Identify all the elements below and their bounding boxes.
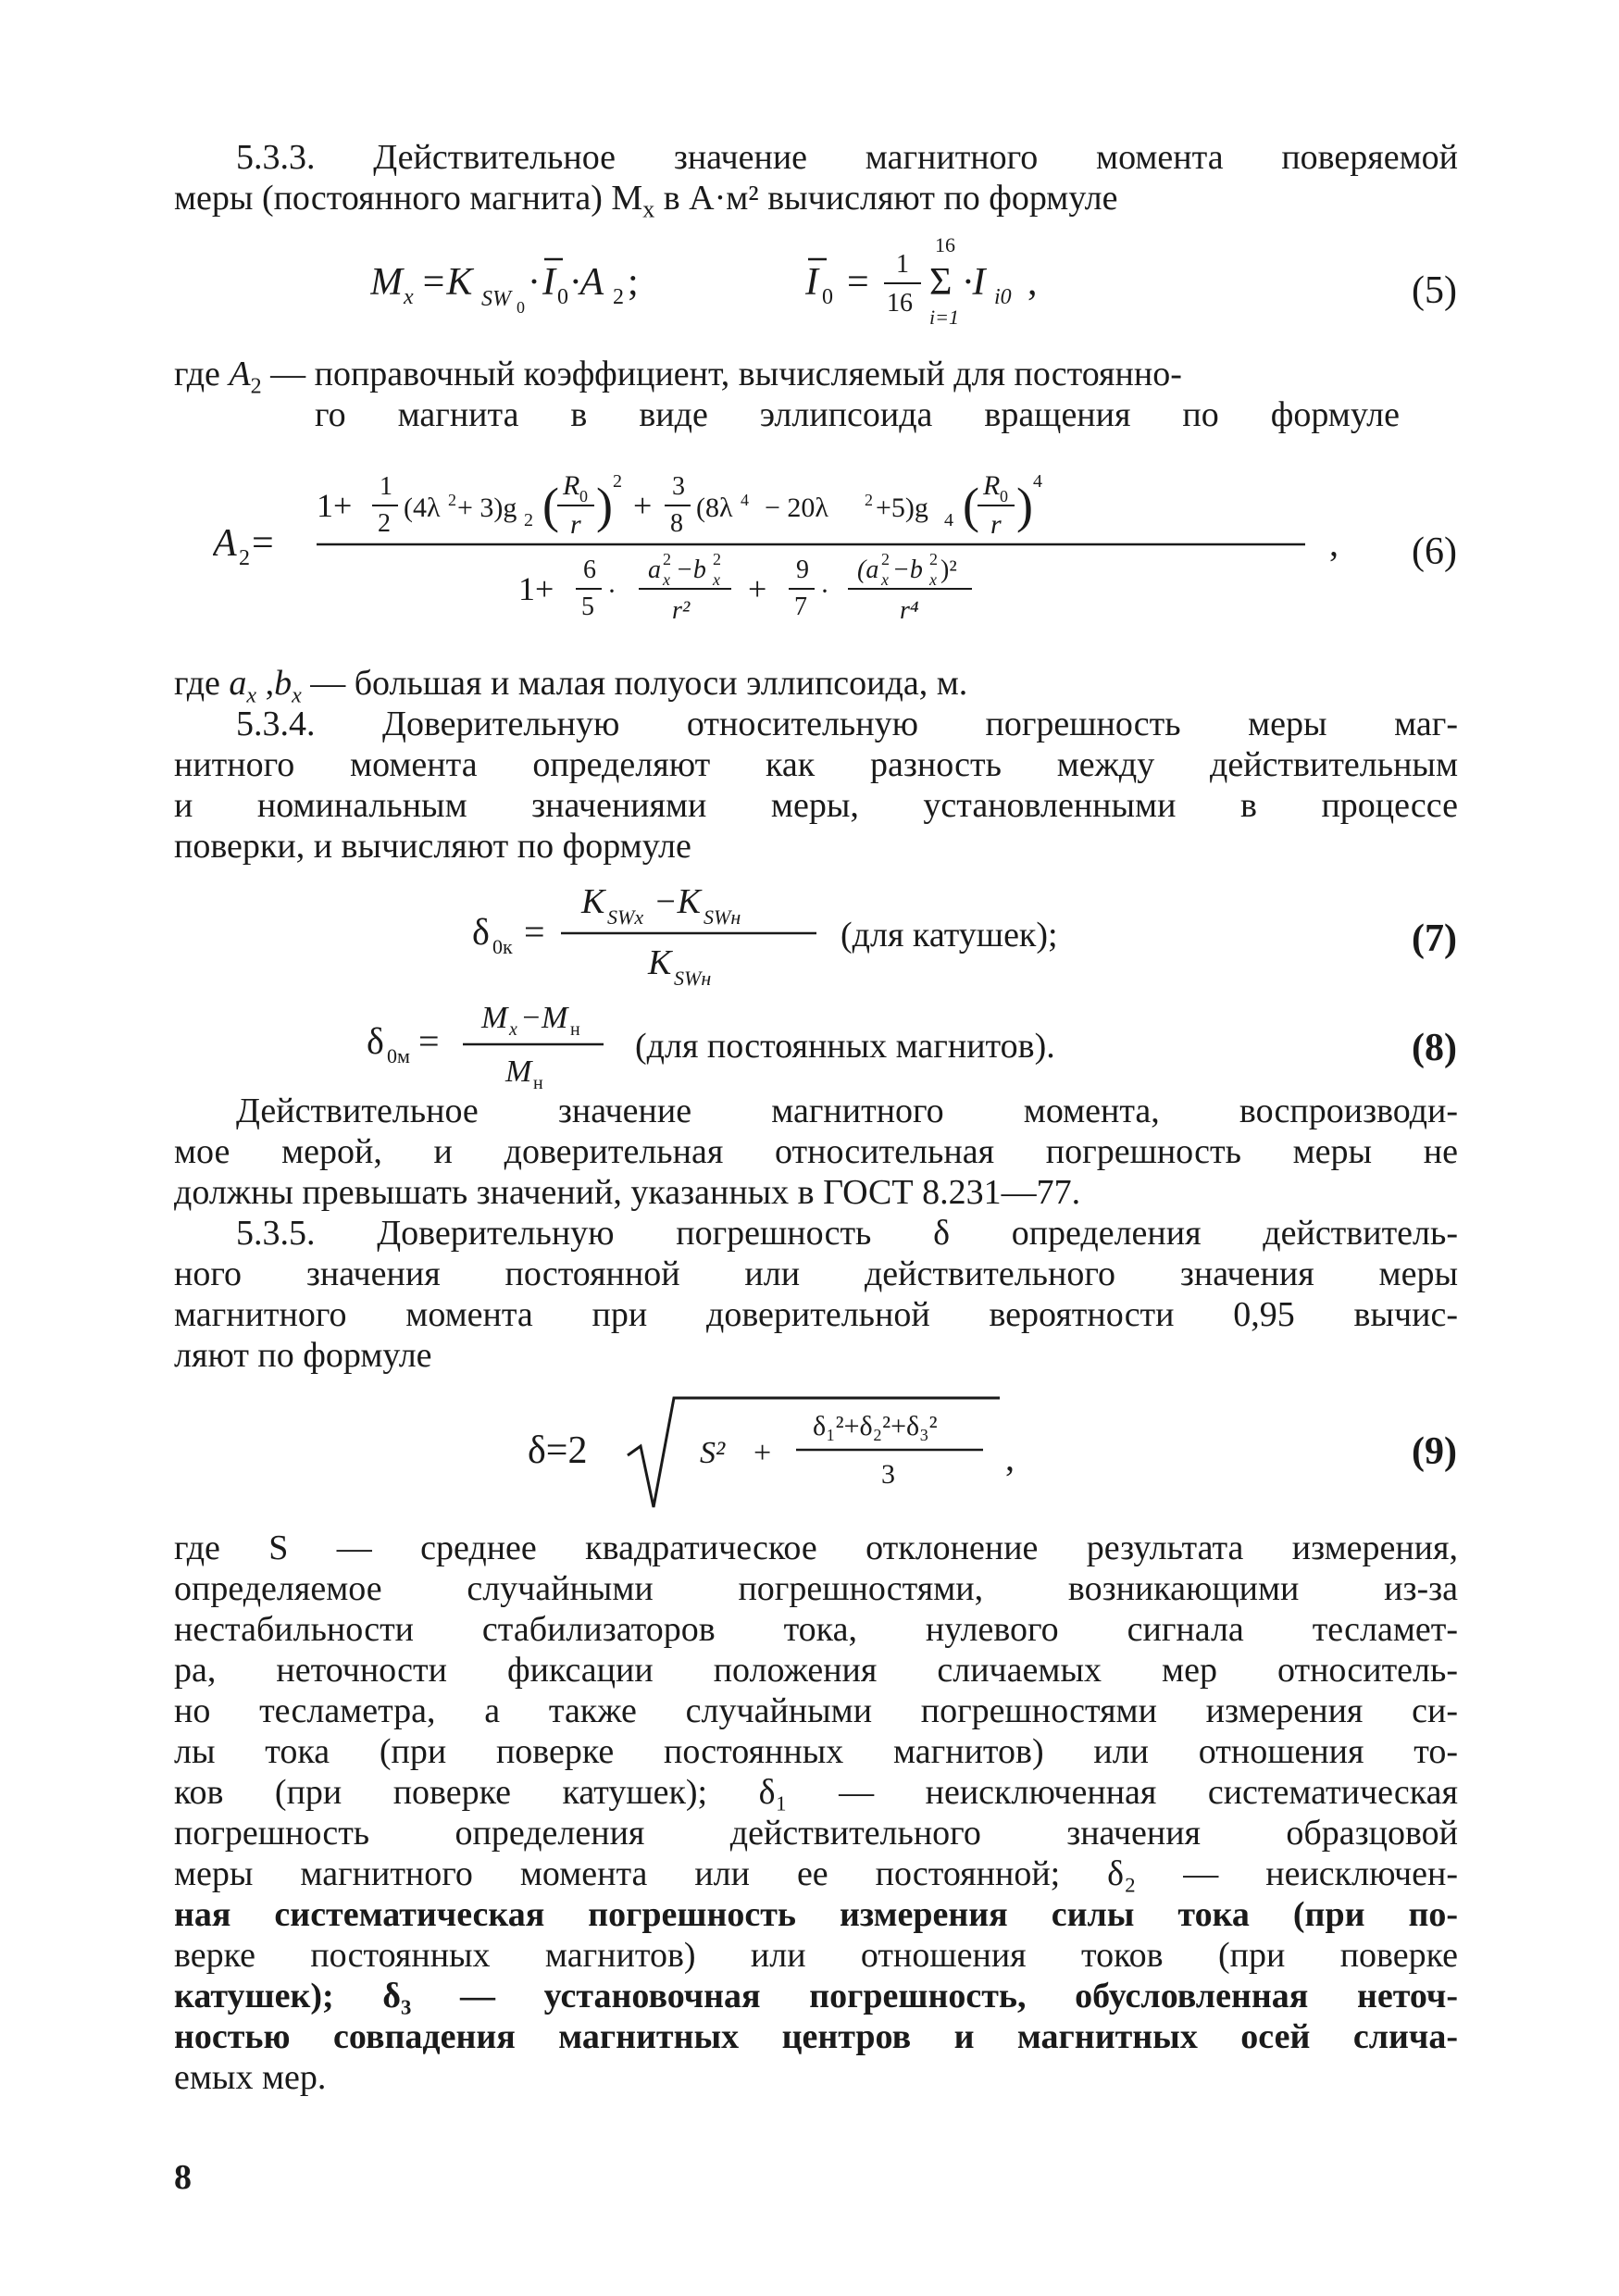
- svg-text:M: M: [505, 1054, 532, 1089]
- svg-text:1+: 1+: [518, 570, 554, 607]
- svg-text:K: K: [581, 882, 605, 921]
- svg-text:1: 1: [896, 250, 909, 279]
- svg-text:SWн: SWн: [674, 967, 712, 990]
- svg-text:I: I: [805, 261, 818, 304]
- svg-text:·: ·: [528, 261, 541, 304]
- paragraph-where-line-4: ра, неточности фиксации положения сличаемых мер относитель-: [174, 1651, 1458, 1690]
- svg-text:A: A: [213, 522, 237, 565]
- svg-text:i0: i0: [994, 285, 1012, 309]
- svg-text:x: x: [663, 570, 670, 589]
- where-ax-bx-line: где $a_x$ $,b_x$ — большая и малая полуоси эллипсоида, м.: [174, 664, 968, 708]
- svg-text:6: 6: [583, 555, 596, 584]
- svg-text:4: 4: [944, 510, 953, 530]
- paragraph-5-3-5-line-3: магнитного момента при доверительной вероятности 0,95 вычис-: [174, 1295, 1458, 1334]
- svg-text:(8λ: (8λ: [696, 493, 733, 523]
- paragraph-5-3-4-line-2: нитного момента определяют как разность между действительным: [174, 745, 1458, 784]
- formula-6: [213, 452, 1389, 646]
- svg-text:0: 0: [822, 285, 833, 309]
- where-a2-line-2: го магнита в виде эллипсоида вращения по формуле: [315, 395, 1400, 434]
- svg-text:=K: =K: [420, 261, 473, 304]
- paragraph-where-line-12: катушек); δ₃ — установочная погрешность, обусловленная неточ-: [174, 1977, 1458, 2015]
- svg-text:R: R: [983, 470, 1001, 501]
- svg-text:−M: −M: [520, 1001, 568, 1035]
- paragraph-where-line-9: меры магнитного момента или ее постоянной; δ₂ — неисключен-: [174, 1854, 1458, 1893]
- paragraph-after-8-line-3: должны превышать значений, указанных в ГОСТ 8.231—77.: [174, 1173, 1081, 1212]
- svg-text:(для катушек);: (для катушек);: [841, 916, 1058, 955]
- svg-text:SWx: SWx: [607, 905, 644, 929]
- svg-text:δ₁²+δ₂²+δ₃²: δ₁²+δ₂²+δ₃²: [813, 1411, 938, 1441]
- paragraph-5-3-3-line-1: 5.3.3. Действительное значение магнитного момента поверяемой: [236, 138, 1458, 177]
- svg-text:(: (: [542, 478, 559, 533]
- svg-text:=: =: [524, 911, 545, 953]
- svg-text:7: 7: [794, 593, 807, 621]
- svg-text:(4λ: (4λ: [404, 493, 441, 523]
- paragraph-where-line-11: верке постоянных магнитов) или отношения токов (при поверке: [174, 1936, 1458, 1975]
- svg-text:SW: SW: [481, 287, 511, 311]
- svg-text:1+: 1+: [317, 487, 353, 524]
- svg-text:+: +: [753, 1436, 772, 1470]
- svg-text:3: 3: [672, 472, 685, 501]
- svg-text:=: =: [252, 522, 274, 565]
- svg-text:−K: −K: [654, 882, 701, 921]
- svg-text:−b: −b: [892, 555, 923, 584]
- svg-text:a: a: [648, 555, 661, 584]
- svg-text:16: 16: [887, 289, 913, 318]
- svg-text:5: 5: [581, 593, 594, 621]
- formula-5-number: (5): [1412, 269, 1457, 312]
- svg-text:·A: ·A: [570, 261, 604, 304]
- svg-text:·: ·: [607, 576, 616, 606]
- svg-text:н: н: [533, 1073, 543, 1093]
- paragraph-5-3-4-line-3: и номинальным значениями меры, установленными в процессе: [174, 786, 1458, 825]
- svg-text:r: r: [570, 509, 581, 540]
- svg-text:3: 3: [881, 1459, 895, 1490]
- svg-text:δ: δ: [367, 1020, 384, 1062]
- svg-text:−b: −b: [676, 555, 706, 584]
- svg-text:н: н: [570, 1019, 580, 1040]
- svg-text:)²: )²: [940, 555, 957, 584]
- svg-text:i=1: i=1: [929, 306, 959, 329]
- paragraph-where-line-5: но тесламетра, а также случайными погрешностями измерения си-: [174, 1691, 1458, 1730]
- svg-text:− 20λ: − 20λ: [765, 493, 828, 523]
- svg-text:+: +: [633, 487, 653, 524]
- svg-text:=: =: [418, 1020, 440, 1062]
- formula-9: [518, 1379, 1074, 1518]
- svg-text:0: 0: [579, 487, 588, 505]
- paragraph-after-8-line-1: Действительное значение магнитного момента, воспроизводи-: [236, 1092, 1458, 1130]
- svg-text:+5)g: +5)g: [876, 493, 928, 523]
- svg-text:,: ,: [1027, 261, 1038, 304]
- paragraph-5-3-4-line-1: 5.3.4. Доверительную относительную погрешность меры маг-: [236, 705, 1458, 743]
- page-number: 8: [174, 2158, 192, 2197]
- paragraph-5-3-5-line-1: 5.3.5. Доверительную погрешность δ определения действитель-: [236, 1214, 1458, 1253]
- svg-text:·: ·: [820, 576, 829, 606]
- paragraph-5-3-5-line-4: ляют по формуле: [174, 1336, 432, 1375]
- svg-text:S²: S²: [700, 1436, 726, 1470]
- svg-text:2: 2: [613, 285, 624, 309]
- svg-text:2: 2: [929, 550, 938, 568]
- svg-text:x: x: [404, 285, 414, 309]
- formula-7: [463, 870, 1222, 1000]
- paragraph-where-line-14: емых мер.: [174, 2058, 327, 2097]
- svg-text:2: 2: [239, 546, 250, 570]
- paragraph-where-line-10: ная систематическая погрешность измерения силы тока (при по-: [174, 1895, 1458, 1934]
- svg-text:0м: 0м: [387, 1044, 410, 1067]
- svg-text:2: 2: [663, 550, 671, 568]
- svg-text:,: ,: [1329, 522, 1339, 564]
- svg-text:SWн: SWн: [704, 905, 741, 929]
- svg-text:=: =: [847, 261, 869, 304]
- formula-9-number: (9): [1412, 1430, 1457, 1473]
- paragraph-where-line-3: нестабильности стабилизаторов тока, нулевого сигнала тесламет-: [174, 1610, 1458, 1649]
- svg-text:x: x: [713, 570, 720, 589]
- formula-6-number: (6): [1412, 530, 1457, 573]
- paragraph-where-line-13: ностью совпадения магнитных центров и магнитных осей слича-: [174, 2017, 1458, 2056]
- paragraph-5-3-5-line-2: ного значения постоянной или действительного значения меры: [174, 1254, 1458, 1293]
- svg-text:+: +: [748, 570, 767, 607]
- svg-text:(: (: [963, 478, 979, 533]
- svg-text:4: 4: [741, 491, 749, 509]
- paragraph-5-3-3-line-2: меры (постоянного магнита) $M_x$ в А·м² вычисляют по формуле: [174, 179, 1118, 223]
- svg-text:r²: r²: [672, 596, 691, 625]
- svg-text:R: R: [563, 470, 580, 501]
- svg-text:Σ: Σ: [929, 261, 953, 304]
- paragraph-where-line-8: погрешность определения действительного значения образцовой: [174, 1814, 1458, 1853]
- svg-text:(для постоянных магнитов).: (для постоянных магнитов).: [635, 1027, 1055, 1066]
- svg-text:I: I: [542, 261, 555, 304]
- formula-7-number: (7): [1412, 917, 1457, 960]
- svg-text:2: 2: [448, 491, 456, 509]
- svg-text:r: r: [990, 509, 1002, 540]
- svg-text:(a: (a: [857, 555, 879, 584]
- svg-text:8: 8: [670, 509, 683, 538]
- paragraph-where-line-6: лы тока (при поверке постоянных магнитов) или отношения то-: [174, 1732, 1458, 1771]
- svg-text:0: 0: [1000, 487, 1008, 505]
- svg-text:0к: 0к: [492, 935, 513, 958]
- paragraph-5-3-4-line-4: поверки, и вычисляют по формуле: [174, 827, 691, 866]
- svg-text:16: 16: [935, 233, 955, 256]
- svg-text:): ): [596, 478, 613, 533]
- formula-8-number: (8): [1412, 1027, 1457, 1069]
- svg-text:·I: ·I: [963, 261, 986, 304]
- svg-text:2: 2: [524, 510, 533, 530]
- where-a2-line-1: где $A_2$ — поправочный коэффициент, вычисляемый для постоянно-: [174, 355, 1182, 399]
- svg-text:2: 2: [378, 509, 391, 538]
- svg-text:;: ;: [628, 261, 639, 304]
- formula-5: [370, 231, 1481, 333]
- svg-text:x: x: [509, 1019, 517, 1040]
- svg-text:δ: δ: [472, 911, 490, 953]
- svg-text:δ=2: δ=2: [528, 1429, 588, 1472]
- paragraph-where-line-7: ков (при поверке катушек); δ₁ — неисключенная систематическая: [174, 1773, 1458, 1812]
- svg-text:x: x: [881, 570, 889, 589]
- svg-text:,: ,: [1005, 1437, 1015, 1479]
- paragraph-after-8-line-2: мое мерой, и доверительная относительная погрешность меры не: [174, 1132, 1458, 1171]
- svg-text:r⁴: r⁴: [900, 596, 919, 625]
- paragraph-where-line-1: где S — среднее квадратическое отклонение результата измерения,: [174, 1529, 1458, 1567]
- svg-text:K: K: [648, 943, 672, 982]
- svg-text:): ): [1016, 478, 1033, 533]
- svg-text:M: M: [481, 1001, 508, 1035]
- svg-text:x: x: [929, 570, 937, 589]
- svg-text:2: 2: [713, 550, 721, 568]
- paragraph-where-line-2: определяемое случайными погрешностями, возникающими из-за: [174, 1569, 1458, 1608]
- svg-text:M: M: [370, 261, 403, 304]
- svg-text:2: 2: [881, 550, 890, 568]
- svg-text:+ 3)g: + 3)g: [457, 493, 517, 523]
- svg-text:4: 4: [1033, 471, 1042, 492]
- svg-text:2: 2: [865, 491, 873, 509]
- svg-text:0: 0: [557, 285, 568, 309]
- svg-text:1: 1: [380, 472, 392, 501]
- svg-text:0: 0: [517, 298, 525, 317]
- svg-text:2: 2: [613, 471, 622, 492]
- svg-text:9: 9: [796, 555, 809, 584]
